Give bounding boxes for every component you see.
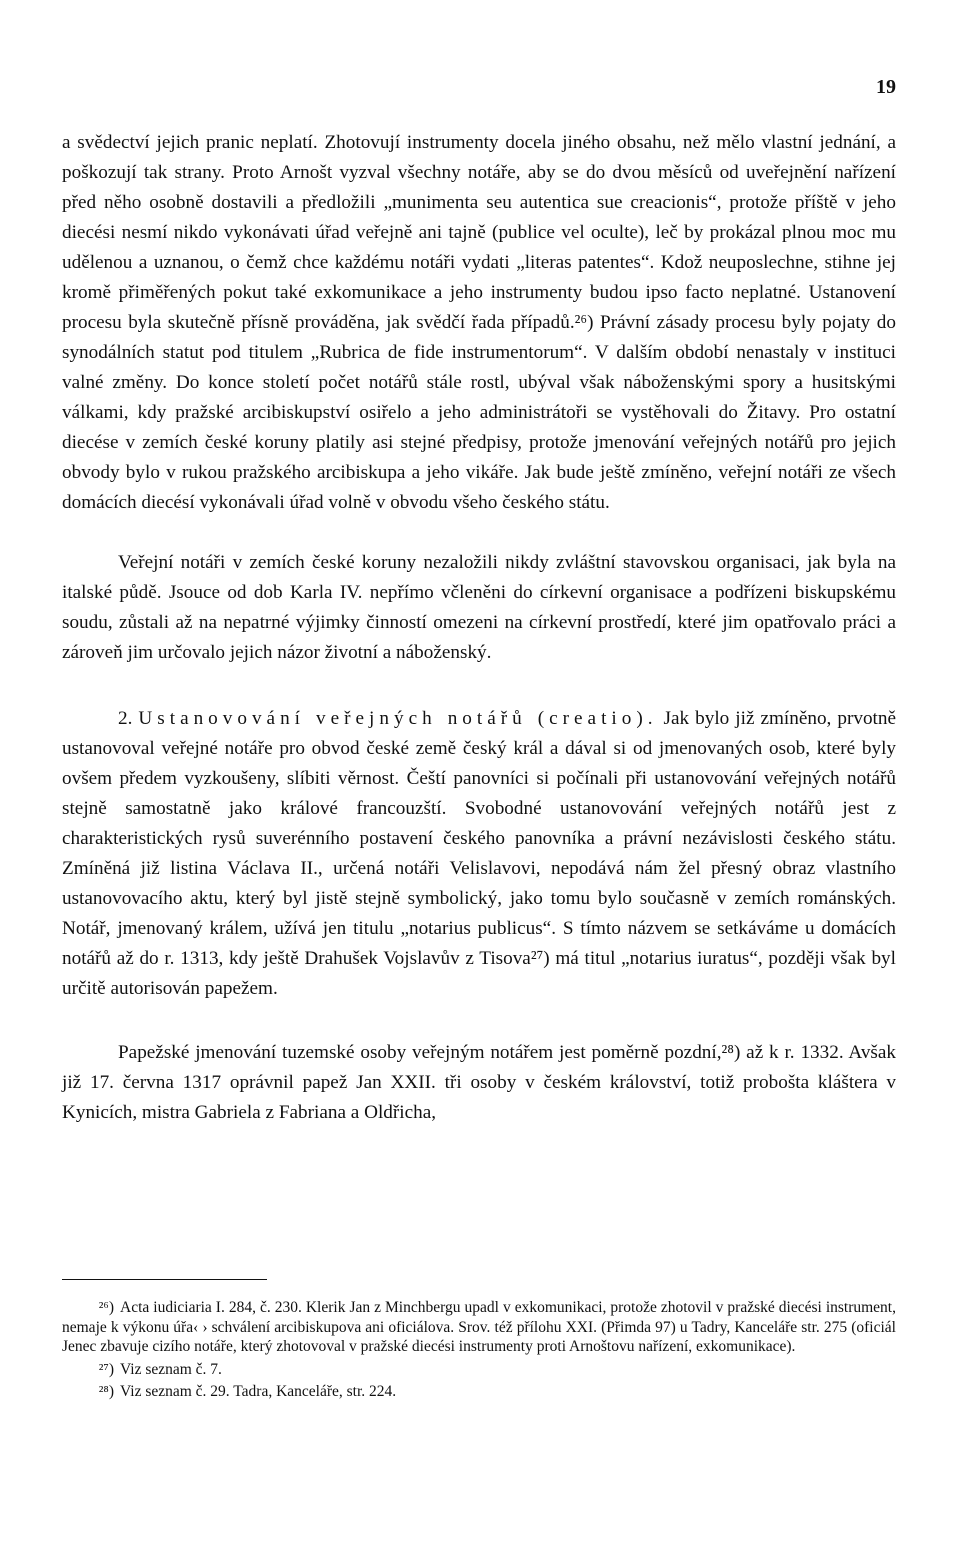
footnote-26 [62, 1298, 896, 1357]
paragraph-gap [62, 668, 896, 704]
section-heading: Ustanovování veřejných notářů (creatio). [138, 708, 658, 729]
footnote-27 [62, 1360, 896, 1380]
footnote-mark: ²⁸) [98, 1383, 114, 1400]
section-paragraph [62, 704, 896, 1004]
footnote-mark: ²⁷) [98, 1360, 114, 1378]
section-text: Jak bylo již zmíněno, prvotně ustanovoval veřejné notáře pro obvod české země český král a dával si od jmenovaných osob, které byly ovšem předem vyzkoušeny, slíbiti věrnost. Čeští panovníci si počínali při ustanovování veřejných notářů stejně samostatně jako králové francouzští. Svobodné ustanovování veřejných notářů jest z charakteristických rysů suverénního postavení českého panovníka a právní nezávislosti českého státu. Zmíněná již listina Václava II., určená notáři Velislavovi, nepodává nám žel přesný obraz vlastního ustanovovacího aktu, který byl jistě stejně symbolický, jako tomu bylo současně v zemích románských. Notář, jmenovaný králem, užívá jen titulu „notarius publicus“. S tímto názvem se setkáváme u domácích notářů až do r. 1313, kdy ještě Drahušek Vojslavův z Tisova²⁷) má titul „notarius iuratus“, později však byl určitě autorisován papežem. [62, 708, 896, 999]
paragraph-1: a svědectví jejich pranic neplatí. Zhotovují instrumenty docela jiného obsahu, než mělo vlastní jednání, a poškozují tak strany. Proto Arnošt vyzval všechny notáře, aby se do dvou měsíců od uveřejnění nařízení před něho osobně dostavili a předložili „munimenta seu autentica sue creacionis“, protože příště v jeho diecési nesmí nikdo vykonávati úřad veřejně ani tajně (publice vel oculte), leč by prokázal plnou moc mu udělenou a uznanou, o čemž chce každému notáři vydati „literas patentes“. Kdož neuposlechne, stihne jej kromě přiměřených pokut také exkomunikace a jeho instrumenty budou ipso facto neplatné. Ustanovení procesu byla skutečně přísně prováděna, jak svědčí řada případů.²⁶) Právní zásady procesu byly pojaty do synodálních statut pod titulem „Rubrica de fide instrumentorum“. V dalším období nenastaly v instituci valné změny. Do konce století počet notářů stále rostl, ubýval však náboženskými spory a husitskými válkami, kdy pražské arcibiskupství osiřelo a jeho administrátoři se vystěhovali do Žitavy. Pro ostatní diecése v zemích české koruny platily asi stejné předpisy, protože jmenování veřejných notářů pro jejich obvody bylo v rukou pražského arcibiskupa a jeho vikáře. Jak bude ještě zmíněno, veřejní notáři ze všech domácích diecésí vykonávali úřad volně v obvodu všeho českého státu. [62, 132, 896, 513]
main-text [62, 128, 896, 1128]
footnote-text: Viz seznam č. 29. Tadra, Kanceláře, str. 224. [120, 1383, 397, 1400]
footnote-rule [62, 1279, 267, 1280]
paragraph-gap [62, 518, 896, 548]
page-number: 19 [876, 76, 896, 98]
footnote-mark: ²⁶) [98, 1299, 114, 1316]
footnotes [62, 1298, 896, 1405]
paragraph-last: Papežské jmenování tuzemské osoby veřejným notářem jest poměrně pozdní,²⁸) až k r. 1332. Avšak již 17. června 1317 oprávnil papež Jan XXII. tři osoby v českém království, totiž probošta kláštera v Kynicích, mistra Gabriela z Fabriana a Oldřicha, [62, 1042, 896, 1123]
footnote-text: Viz seznam č. 7. [120, 1360, 222, 1378]
footnote-28 [62, 1382, 896, 1402]
footnote-text: Acta iudiciaria I. 284, č. 230. Klerik Jan z Minchbergu upadl v exkomunikaci, protože zhotovil v pražské diecési instrument, nemaje k výkonu úřa‹ › schválení arcibiskupova ani oficiálova. Srov. též přílohu XXI. (Přimda 97) u Tadry, Kanceláře str. 275 (oficiál Jenec zbavuje cizího notáře, který zhotovoval v pražské diecési instrumenty proti Arnoštovu nařízení, exkomunikace). [62, 1299, 896, 1355]
paragraph-gap [62, 1004, 896, 1038]
paragraph-2: Veřejní notáři v zemích české koruny nezaložili nikdy zvláštní stavovskou organisaci, jak byla na italské půdě. Jsouce od dob Karla IV. nepřímo včleněni do církevní organisace a podřízeni biskupskému soudu, zůstali až na nepatrné výjimky činností omezeni na církevní prostředí, které jim opatřovalo práci a zároveň jim určovalo jejich názor životní a náboženský. [62, 552, 896, 663]
section-number: 2. [118, 708, 133, 729]
